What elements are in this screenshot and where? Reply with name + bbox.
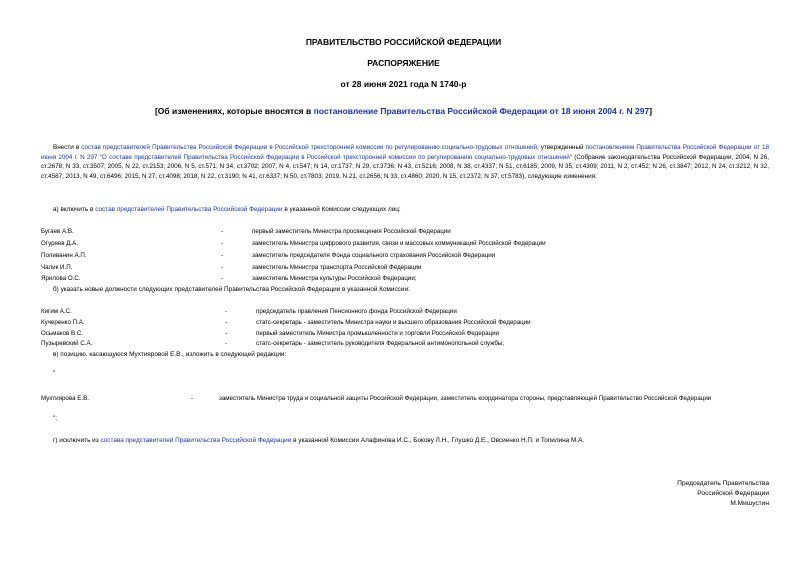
signature-title: Председатель Правительства bbox=[677, 480, 769, 487]
person-name: Кучеренко П.А. bbox=[41, 319, 85, 326]
government-title: ПРАВИТЕЛЬСТВО РОССИЙСКОЙ ФЕДЕРАЦИИ bbox=[305, 37, 502, 47]
person-name: Мухтиярова Е.В. bbox=[41, 395, 89, 402]
intro-text-3: (Собрание законодательства Российской Федерации, 2004, N 26, ст.2678; N 33, ст.3507; 2005, N 22, ст.2153; 2006, N 5, ст.571; N 34, ст.3702; 2007, N 4, ст.547; N 14, ст.1737; N 29, ст.3736; N 43, ст.5216; 2008, N 38, ст.4337; N 51, ст.6185; 2009, N 35, ст.4309; 2011, N 2, ст.452; N 26, ст.3847; 2012, N 24, ст.3212; N 32, ст.4587; 2013, N 49, ст.6496; 2015, N 27, ст.4098; 2018, N 22, ст.3190; N 41, ст.6337; N 50, ст.7803; 2019, N 21, ст.2656; N 33, ст.4860; 2020, N 15, ст.2372; N 37, ст.5783), следующие изменения: bbox=[41, 153, 769, 180]
dash: - bbox=[225, 319, 228, 326]
title-prefix: [Об изменениях, которые вносятся в bbox=[154, 106, 314, 116]
section-a-pre: а) включить в bbox=[53, 206, 96, 213]
dash: - bbox=[225, 330, 228, 337]
person-name: Огуряев Д.А. bbox=[41, 240, 79, 247]
section-d-pre: г) исключить из bbox=[53, 437, 101, 444]
person-position: первый заместитель Министра промышленности и торговли Российской Федерации bbox=[256, 330, 499, 337]
section-a-heading bbox=[53, 205, 401, 214]
person-position: заместитель Министра труда и социальной защиты Российской Федерации, заместитель координатора стороны, представляющей Правительство Российской Федерации bbox=[219, 395, 712, 402]
document-title bbox=[0, 106, 807, 116]
intro-text-2: , утвержденный bbox=[537, 144, 586, 151]
person-name: Пузыревский С.А. bbox=[41, 340, 93, 347]
dash: - bbox=[191, 395, 194, 402]
section-d-link[interactable]: состава представителей Правительства Российской Федерации bbox=[100, 437, 292, 444]
dash: - bbox=[221, 264, 224, 271]
document-date: от 28 июня 2021 года N 1740-р bbox=[340, 79, 467, 89]
person-name: Поливанин А.П. bbox=[41, 252, 87, 259]
signature-org: Российской Федерации bbox=[697, 490, 769, 497]
person-name: Кигим А.С. bbox=[41, 308, 72, 315]
person-position: заместитель Министра транспорта Российской Федерации bbox=[252, 264, 422, 271]
person-name: Бугаев А.В. bbox=[41, 228, 74, 235]
person-position: статс-секретарь - заместитель руководителя Федеральной антимонопольной службы; bbox=[256, 340, 505, 347]
person-position: председатель правления Пенсионного фонда Российской Федерации bbox=[256, 308, 457, 315]
intro-paragraph bbox=[41, 143, 769, 181]
intro-link-decree[interactable]: постановлением Правительства Российской Федерации от 18 июня 2004 г. N 297 "О составе представителей Правительства Российской Федерации в Российской трехсторонней комиссии по регулированию социально-трудовых отношений" bbox=[41, 144, 769, 161]
section-a-post: в указанной Комиссии следующих лиц: bbox=[282, 206, 401, 213]
person-position: заместитель председателя Фонда социального страхования Российской Федерации bbox=[252, 252, 496, 259]
person-name: Чалик И.П. bbox=[41, 264, 73, 271]
person-name: Осьмаков В.С. bbox=[41, 330, 84, 337]
title-suffix: ] bbox=[649, 106, 653, 116]
title-link[interactable]: постановление Правительства Российской Федерации от 18 июня 2004 г. N 297 bbox=[313, 106, 650, 116]
signature-name: М.Мишустин bbox=[730, 500, 769, 507]
section-d-heading bbox=[53, 436, 584, 445]
document-kind: РАСПОРЯЖЕНИЕ bbox=[367, 58, 440, 68]
dash: - bbox=[221, 252, 224, 259]
person-position: заместитель Министра цифрового развития, связи и массовых коммуникаций Российской Федерации bbox=[252, 240, 546, 247]
intro-text-1: Внести в bbox=[53, 144, 82, 151]
section-b-heading: б) указать новые должности следующих представителей Правительства Российской Федерации в указанной Комиссии: bbox=[53, 286, 410, 293]
close-quote: "; bbox=[53, 415, 58, 422]
person-position: заместитель Министра культуры Российской Федерации; bbox=[252, 275, 417, 282]
section-a-link[interactable]: состав представителей Правительства Российской Федерации bbox=[95, 206, 283, 213]
section-c-heading: в) позицию, касающуюся Мухтияровой Е.В., изложить в следующей редакции: bbox=[53, 351, 287, 358]
dash: - bbox=[221, 240, 224, 247]
section-d-post: в указанной Комиссии Алафинова И.С., Бокову Л.Н., Глушко Д.Е., Овсиенко Н.П. и Топилина М.А. bbox=[291, 437, 585, 444]
person-position: статс-секретарь - заместитель Министра науки и высшего образования Российской Федерации bbox=[256, 319, 531, 326]
signature-block bbox=[677, 479, 769, 509]
open-quote: " bbox=[53, 370, 56, 377]
intro-link-composition[interactable]: состав представителей Правительства Российской Федерации в Российской трехсторонней комиссии по регулированию социально-трудовых отношений bbox=[81, 144, 538, 151]
person-position: первый заместитель Министра просвещения Российской Федерации bbox=[252, 228, 451, 235]
dash: - bbox=[225, 340, 228, 347]
dash: - bbox=[221, 275, 224, 282]
dash: - bbox=[225, 308, 228, 315]
person-name: Ярилова О.С. bbox=[41, 275, 81, 282]
dash: - bbox=[221, 228, 224, 235]
